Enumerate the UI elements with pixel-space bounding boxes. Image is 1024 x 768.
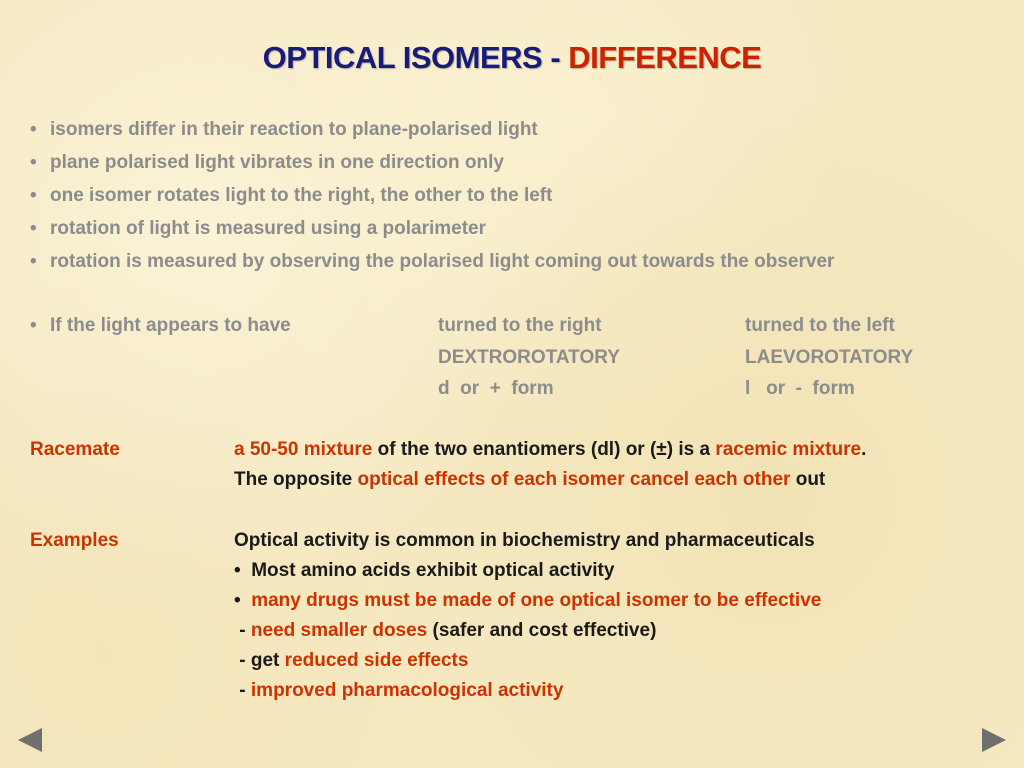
previous-slide-icon[interactable] [18,728,42,752]
bullet-icon: • [30,185,37,206]
text-segment: - [234,620,251,641]
example-line [234,590,821,612]
bullet-icon: • [30,251,37,272]
highlight-text: optical effects of each isomer cancel each other [357,469,791,490]
text-segment: • [234,590,252,611]
example-line [234,560,614,582]
title-main: OPTICAL ISOMERS - [262,40,569,75]
text-segment: • Most amino acids exhibit optical activity [234,560,615,581]
d-form-label: d or + form [438,378,554,399]
title-accent: DIFFERENCE [568,40,762,75]
next-slide-icon[interactable] [982,728,1006,752]
light-table-lead [30,315,291,337]
list-item [30,116,834,149]
list-item [30,248,834,281]
bullet-list [30,116,834,281]
highlight-text: reduced side effects [284,650,469,671]
text-segment: out [790,469,826,490]
highlight-text: improved pharmacological activity [250,680,564,701]
bullet-text: rotation of light is measured using a polarimeter [50,218,487,239]
list-item [30,182,834,215]
list-item [30,215,834,248]
example-line [234,650,468,672]
bullet-icon: • [30,218,37,239]
example-line [234,620,656,642]
left-turned: turned to the left [745,315,895,336]
text-segment: - get [234,650,285,671]
racemate-label: Racemate [30,439,120,460]
examples-label: Examples [30,530,119,551]
text-segment: (safer and cost effective) [427,620,657,641]
racemate-line-2 [234,469,825,491]
examples-intro: Optical activity is common in biochemistry and pharmaceuticals [234,530,815,551]
bullet-text: rotation is measured by observing the polarised light coming out towards the observer [50,251,835,272]
text-segment: . [861,439,867,460]
highlight-text: racemic mixture [715,439,862,460]
right-turned: turned to the right [438,315,602,336]
l-form-label: l or - form [745,378,855,399]
highlight-text: need smaller doses [250,620,428,641]
laevorotatory-label: LAEVOROTATORY [745,347,914,368]
example-line [234,680,563,702]
bullet-text: plane polarised light vibrates in one direction only [50,152,504,173]
list-item [30,149,834,182]
highlight-text: many drugs must be made of one optical isomer to be effective [251,590,822,611]
bullet-icon: • [30,119,37,140]
bullet-icon: • [30,152,37,173]
dextrorotatory-label: DEXTROROTATORY [438,347,620,368]
highlight-text: a 50-50 mixture [234,439,373,460]
slide-title [0,40,1024,76]
text-segment: - [234,680,251,701]
bullet-text: one isomer rotates light to the right, the other to the left [50,185,553,206]
text-segment: The opposite [234,469,358,490]
text-segment: of the two enantiomers (dl) or (±) is a [372,439,716,460]
bullet-text: isomers differ in their reaction to plane-polarised light [50,119,538,140]
racemate-line-1 [234,439,866,461]
bullet-icon: • [30,315,37,336]
light-lead-text: If the light appears to have [50,315,291,336]
